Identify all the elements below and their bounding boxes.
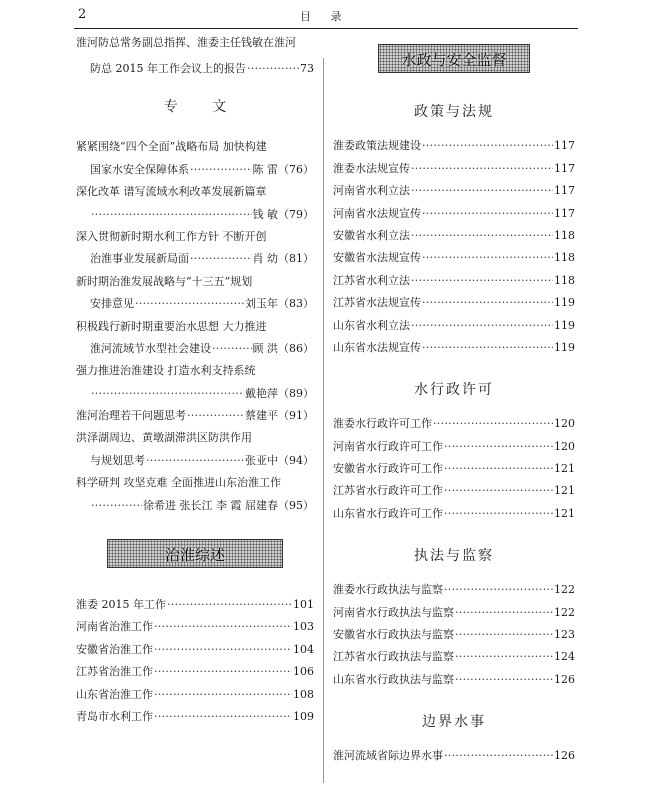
toc-page-number: 101 (293, 598, 314, 612)
toc-page-number: 119 (554, 340, 575, 354)
toc-entry-text: 淮委 2015 年工作 (76, 598, 166, 612)
toc-entry-line (76, 50, 314, 76)
section-heading: 水行政许可 (414, 381, 494, 398)
toc-entry-line (76, 590, 314, 612)
toc-entry-text: 安徽省水行政许可工作 (333, 462, 443, 476)
toc-page-number: 119 (554, 318, 575, 332)
leader-dots (154, 620, 292, 634)
leader-dots (444, 749, 553, 763)
toc-entry-text: 国家水安全保障体系 (90, 162, 189, 176)
toc-entry-text: 安徽省治淮工作 (76, 642, 153, 656)
toc-page-number: 73 (300, 62, 314, 75)
toc-page-number: 120 (554, 417, 575, 431)
toc-entry-text: 江苏省水行政许可工作 (333, 484, 443, 498)
toc-entry-line (333, 597, 575, 619)
toc-entry-line (76, 445, 314, 467)
toc-page-number: 张亚中（94） (245, 453, 314, 467)
leader-dots (91, 387, 244, 401)
toc-page-number: 117 (554, 139, 575, 153)
leader-dots (411, 162, 553, 176)
leader-dots (167, 598, 292, 612)
toc-entry-line (333, 642, 575, 664)
leader-dots (411, 229, 553, 243)
leader-dots (146, 454, 244, 468)
left-column (76, 36, 314, 724)
toc-entry-line (333, 243, 575, 265)
leader-dots (433, 417, 553, 431)
toc-entry-text: 科学研判 攻坚克难 全面推进山东治淮工作 (76, 476, 281, 490)
leader-dots (422, 341, 553, 355)
toc-page-number: 124 (554, 650, 575, 664)
toc-page-number: 119 (554, 296, 575, 310)
toc-entry-text: 紧紧围绕“四个全面”战略布局 加快构建 (76, 140, 267, 154)
toc-entry-text: 江苏省水利立法 (333, 273, 410, 287)
toc-entry-text: 安排意见 (90, 297, 134, 311)
leader-dots (422, 139, 553, 153)
toc-entry-line (76, 468, 314, 490)
toc-entry-line (333, 575, 575, 597)
toc-entry-line (76, 378, 314, 400)
toc-page-number: 126 (554, 672, 575, 686)
section-banner (378, 44, 530, 73)
leader-dots (422, 296, 553, 310)
toc-page-number: 117 (554, 161, 575, 175)
toc-entry-line (333, 620, 575, 642)
right-column (333, 36, 575, 763)
toc-entry-text: 山东省水利立法 (333, 318, 410, 332)
toc-entry-text: 安徽省水利立法 (333, 228, 410, 242)
toc-entry-line (76, 154, 314, 176)
toc-entry-text: 淮河治理若干问题思考 (76, 409, 186, 423)
leader-dots (154, 665, 292, 679)
toc-entry-text: 淮委水法规宣传 (333, 161, 410, 175)
leader-dots (444, 462, 553, 476)
toc-entry-line (76, 634, 314, 656)
toc-entry-line (333, 153, 575, 175)
toc-entry-text: 洪泽湖周边、黄墩湖滞洪区防洪作用 (76, 431, 252, 445)
toc-entry-text: 江苏省水行政执法与监察 (333, 650, 454, 664)
leader-dots (212, 342, 252, 356)
toc-entry-line (76, 423, 314, 445)
toc-page-number: 118 (554, 251, 575, 265)
toc-page-number: 蔡建平（91） (245, 409, 314, 423)
toc-entry-text: 淮委政策法规建设 (333, 139, 421, 153)
toc-entry-line (76, 222, 314, 244)
toc-page-number: 戴艳萍（89） (245, 386, 314, 400)
section-heading: 政策与法规 (414, 104, 494, 120)
leader-dots (444, 484, 553, 498)
toc-entry-line (76, 36, 314, 50)
toc-page-number: 123 (554, 628, 575, 642)
toc-entry-line (333, 431, 575, 453)
column-divider (323, 58, 324, 783)
leader-dots (411, 274, 553, 288)
toc-page-number: 103 (293, 620, 314, 634)
leader-dots (444, 440, 553, 454)
toc-entry-text: 淮河流域节水型社会建设 (90, 341, 211, 355)
toc-page-number: 陈 雷（76） (252, 162, 314, 176)
leader-dots (411, 319, 553, 333)
section-banner-label: 水政与安全监督 (401, 51, 507, 69)
toc-entry-line (76, 266, 314, 288)
toc-entry-line (333, 476, 575, 498)
leader-dots (455, 606, 553, 620)
toc-entry-text: 深化改革 谱写流域水利改革发展新篇章 (76, 185, 267, 199)
section-heading: 边界水事 (422, 713, 486, 730)
toc-entry-text: 淮委水行政执法与监察 (333, 583, 443, 597)
toc-entry-text: 江苏省水法规宣传 (333, 296, 421, 310)
leader-dots (444, 583, 553, 597)
toc-page-number: 顾 洪（86） (252, 341, 314, 355)
toc-entry-line (76, 244, 314, 266)
toc-entry-line (333, 288, 575, 310)
toc-entry-line (76, 289, 314, 311)
toc-page-number: 121 (554, 506, 575, 520)
toc-entry-text: 淮委水行政许可工作 (333, 417, 432, 431)
header-rule (74, 28, 578, 29)
leader-dots (422, 207, 553, 221)
toc-entry-line (333, 741, 575, 763)
toc-entry-line (76, 612, 314, 634)
right-sections (333, 101, 575, 763)
leader-dots (91, 499, 142, 513)
toc-entry-line (333, 221, 575, 243)
toc-entry-line (333, 198, 575, 220)
toc-entry-text: 与规划思考 (90, 453, 145, 467)
running-header-title: 目 录 (300, 10, 350, 23)
toc-page-number: 121 (554, 462, 575, 476)
toc-entry-text: 安徽省水行政执法与监察 (333, 628, 454, 642)
toc-entry-line (76, 490, 314, 512)
toc-entry-line (333, 454, 575, 476)
special-articles-list (76, 132, 314, 513)
toc-entry-text: 山东省水行政执法与监察 (333, 672, 454, 686)
toc-entry-text: 江苏省治淮工作 (76, 665, 153, 679)
leader-dots (154, 643, 292, 657)
toc-entry-line (76, 356, 314, 378)
toc-entry-text: 防总 2015 年工作会议上的报告 (90, 62, 246, 75)
toc-entry-text: 山东省水法规宣传 (333, 340, 421, 354)
toc-entry-line (333, 498, 575, 520)
toc-entry-text: 河南省水行政许可工作 (333, 439, 443, 453)
toc-entry-text: 山东省水行政许可工作 (333, 506, 443, 520)
section-heading: 执法与监察 (414, 547, 494, 564)
leader-dots (444, 507, 553, 521)
toc-page-number: 108 (293, 687, 314, 701)
toc-entry-text: 河南省水法规宣传 (333, 206, 421, 220)
leader-dots (422, 251, 553, 265)
toc-entry-line (76, 177, 314, 199)
toc-page-number: 104 (293, 642, 314, 656)
toc-page-number: 122 (554, 583, 575, 597)
toc-page-number: 126 (554, 749, 575, 763)
toc-entry-text: 强力推进治淮建设 打造水利支持系统 (76, 364, 256, 378)
leader-dots (411, 184, 553, 198)
toc-entry-line (333, 333, 575, 355)
toc-page-number: 肖 幼（81） (252, 252, 314, 266)
toc-entry-text: 青岛市水利工作 (76, 709, 153, 723)
toc-entry-text: 安徽省水法规宣传 (333, 251, 421, 265)
toc-entry-line (76, 679, 314, 701)
leader-dots (187, 409, 244, 423)
toc-entry-text: 河南省治淮工作 (76, 620, 153, 634)
toc-entry-line (333, 131, 575, 153)
toc-entry-text: 深入贯彻新时期水利工作方针 不断开创 (76, 229, 267, 243)
toc-entry-line (76, 334, 314, 356)
toc-page-number: 117 (554, 184, 575, 198)
toc-entry-line (76, 401, 314, 423)
toc-entry-line (76, 311, 314, 333)
toc-entry-line (76, 657, 314, 679)
leader-dots (154, 688, 292, 702)
toc-entry-text: 淮河流域省际边界水事 (333, 749, 443, 763)
toc-page-number: 106 (293, 665, 314, 679)
toc-entry-line (76, 702, 314, 724)
toc-entry-text: 河南省水利立法 (333, 184, 410, 198)
toc-page-number: 118 (554, 228, 575, 242)
toc-entry-text: 河南省水行政执法与监察 (333, 605, 454, 619)
leader-dots (190, 252, 252, 266)
section-banner (107, 539, 283, 568)
toc-page-number: 117 (554, 206, 575, 220)
toc-entry-text: 新时期治淮发展战略与“十三五”规划 (76, 274, 253, 288)
toc-page-number: 121 (554, 484, 575, 498)
toc-page-number: 钱 敏（79） (252, 207, 314, 221)
leader-dots (455, 673, 553, 687)
toc-page-number: 120 (554, 439, 575, 453)
page-number: 2 (78, 7, 87, 22)
toc-page-number: 118 (554, 273, 575, 287)
leader-dots (91, 208, 252, 222)
toc-entry-line (76, 199, 314, 221)
leader-dots (135, 297, 244, 311)
toc-entry-text: 治淮事业发展新局面 (90, 252, 189, 266)
summary-list (76, 590, 314, 724)
leader-dots (455, 650, 553, 664)
section-banner-label: 治淮综述 (164, 545, 225, 564)
toc-entry-text: 山东省治淮工作 (76, 687, 153, 701)
toc-page-number: 徐希进 张长江 李 霞 屈建春（95） (143, 498, 314, 512)
leader-dots (455, 628, 553, 642)
toc-entry-text: 积极践行新时期重要治水思想 大力推进 (76, 319, 267, 333)
toc-entry-line (333, 176, 575, 198)
leader-dots (247, 62, 299, 76)
toc-entry-line (76, 132, 314, 154)
toc-entry-text: 淮河防总常务副总指挥、淮委主任钱敏在淮河 (76, 36, 296, 49)
toc-entry-line (333, 310, 575, 332)
toc-entry-line (333, 265, 575, 287)
leader-dots (190, 163, 252, 177)
toc-page-number: 刘玉年（83） (245, 297, 314, 311)
section-title-special: 专 文 (163, 99, 227, 115)
toc-entry-line (333, 409, 575, 431)
toc-entry-line (333, 664, 575, 686)
toc-page-number: 109 (293, 709, 314, 723)
toc-page-number: 122 (554, 605, 575, 619)
leader-dots (154, 710, 292, 724)
